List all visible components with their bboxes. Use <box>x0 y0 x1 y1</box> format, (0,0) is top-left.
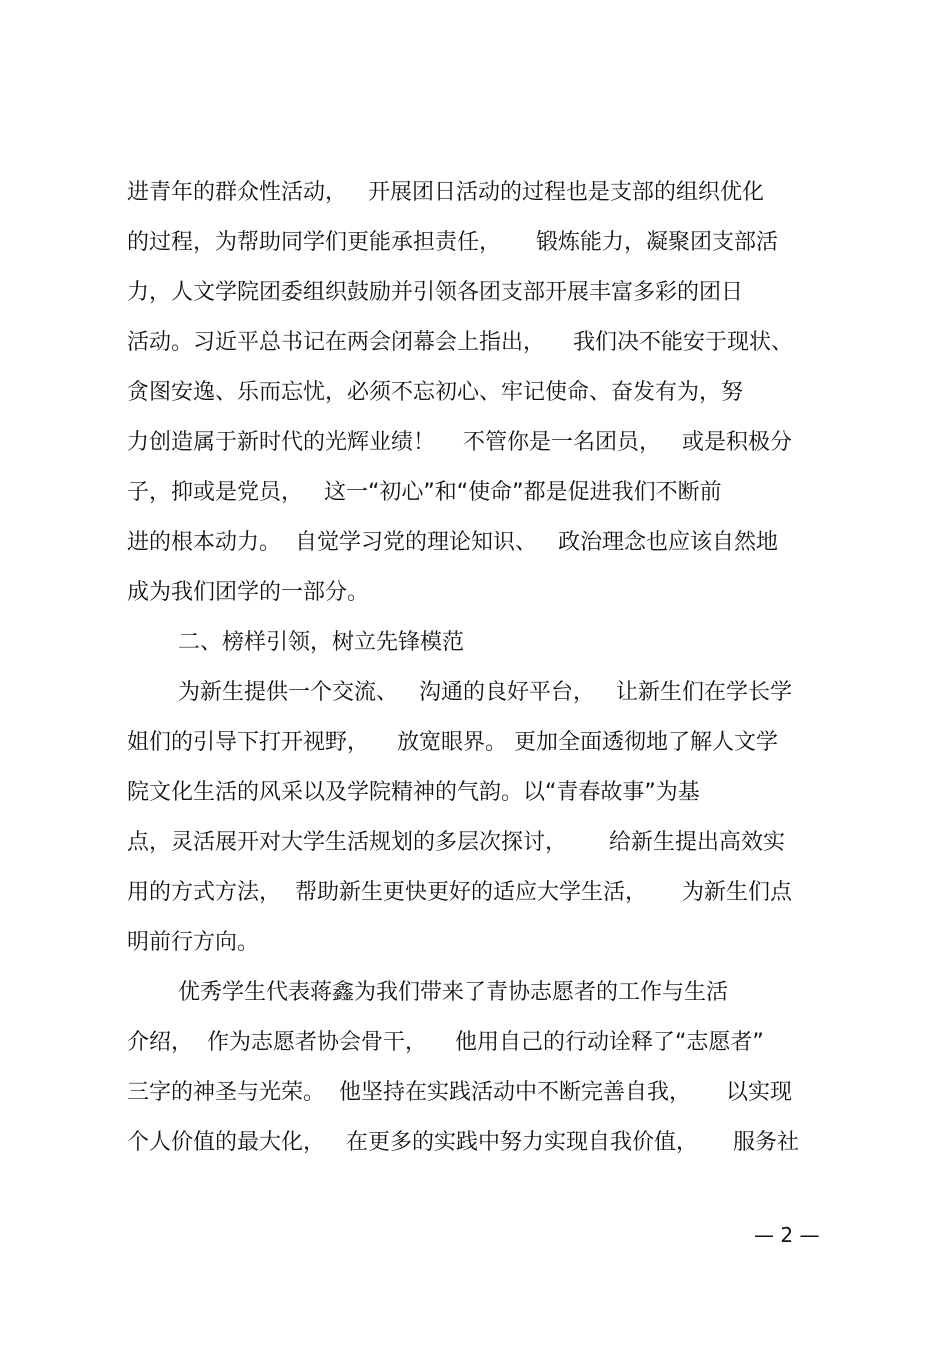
body-line-5: 贪图安逸、乐而忘忧，必须不忘初心、牢记使命、奋发有为，努 <box>127 380 744 405</box>
body-line-17: 优秀学生代表蒋鑫为我们带来了青协志愿者的工作与生活 <box>178 980 729 1005</box>
body-line-20: 个人价值的最大化， 在更多的实践中努力实现自我价值， 服务社 <box>127 1130 799 1155</box>
body-line-14: 点，灵活展开对大学生活规划的多层次探讨， 给新生提出高效实 <box>127 830 785 855</box>
body-line-9: 成为我们团学的一部分。 <box>127 580 370 605</box>
body-line-12: 姐们的引导下打开视野， 放宽眼界。 更加全面透彻地了解人文学 <box>127 730 778 755</box>
body-line-16: 明前行方向。 <box>127 930 260 955</box>
body-line-15: 用的方式方法， 帮助新生更快更好的适应大学生活， 为新生们点 <box>127 880 792 905</box>
section-heading: 二、榜样引领，树立先锋模范 <box>178 630 465 655</box>
body-line-1: 进青年的群众性活动， 开展团日活动的过程也是支部的组织优化 <box>127 180 764 205</box>
body-line-18: 介绍， 作为志愿者协会骨干， 他用自己的行动诠释了“志愿者” <box>127 1030 764 1055</box>
body-line-7: 子，抑或是党员， 这一“初心”和“使命”都是促进我们不断前 <box>127 480 722 505</box>
body-line-4: 活动。习近平总书记在两会闭幕会上指出， 我们决不能安于现状、 <box>127 330 793 355</box>
body-line-19: 三字的神圣与光荣。 他坚持在实践活动中不断完善自我， 以实现 <box>127 1080 792 1105</box>
body-line-8: 进的根本动力。 自觉学习党的理论知识、 政治理念也应该自然地 <box>127 530 778 555</box>
body-line-3: 力，人文学院团委组织鼓励并引领各团支部开展丰富多彩的团日 <box>127 280 744 305</box>
body-line-2: 的过程，为帮助同学们更能承担责任， 锻炼能力，凝聚团支部活 <box>127 230 778 255</box>
body-line-13: 院文化生活的风采以及学院精神的气韵。以“青春故事”为基 <box>127 780 700 805</box>
body-line-11: 为新生提供一个交流、 沟通的良好平台， 让新生们在学长学 <box>178 680 792 705</box>
body-line-6: 力创造属于新时代的光辉业绩！ 不管你是一名团员， 或是积极分 <box>127 430 792 455</box>
page-number: — 2 — <box>754 1223 820 1247</box>
